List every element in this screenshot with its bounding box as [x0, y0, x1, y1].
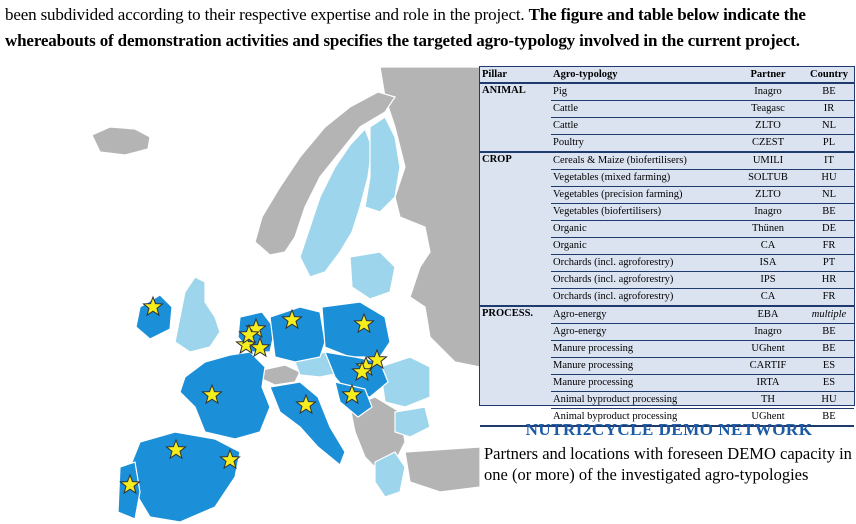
agro-cell: Agro-energy	[551, 306, 732, 324]
pillar-cell: PROCESS.	[482, 308, 534, 319]
partner-cell: Teagasc	[732, 101, 804, 118]
country-cell: BE	[804, 83, 854, 101]
partner-cell: EBA	[732, 306, 804, 324]
table-row	[480, 101, 854, 118]
country-cell: PT	[804, 255, 854, 272]
table-row	[480, 118, 854, 135]
partner-cell: IPS	[732, 272, 804, 289]
pillar-cell	[480, 358, 551, 375]
country-cell: ES	[804, 358, 854, 375]
table-row	[480, 221, 854, 238]
partner-cell: CA	[732, 289, 804, 307]
table-row	[480, 204, 854, 221]
agro-cell: Vegetables (precision farming)	[551, 187, 732, 204]
country-cell: HU	[804, 170, 854, 187]
agro-cell: Animal byproduct processing	[551, 392, 732, 409]
table-body	[480, 83, 854, 426]
agro-cell: Vegetables (mixed farming)	[551, 170, 732, 187]
country-cell: IR	[804, 101, 854, 118]
table-row	[480, 170, 854, 187]
header-country: Country	[804, 67, 854, 83]
partner-cell: Inagro	[732, 204, 804, 221]
agro-cell: Organic	[551, 221, 732, 238]
country-cell: FR	[804, 289, 854, 307]
header-partner: Partner	[732, 67, 804, 83]
pillar-cell	[480, 101, 551, 118]
pillar-cell	[480, 272, 551, 289]
table-row	[480, 324, 854, 341]
pillar-cell	[480, 170, 551, 187]
table-row	[480, 272, 854, 289]
table-row	[480, 375, 854, 392]
country-cell: PL	[804, 135, 854, 153]
country-cell: multiple	[804, 306, 854, 324]
country-cell: DE	[804, 221, 854, 238]
pillar-cell	[480, 341, 551, 358]
header-pillar: Pillar	[480, 67, 551, 83]
agro-cell: Animal byproduct processing	[551, 409, 732, 427]
table-row	[480, 152, 854, 170]
agro-cell: Agro-energy	[551, 324, 732, 341]
pillar-cell	[480, 375, 551, 392]
table-row	[480, 238, 854, 255]
table-row	[480, 135, 854, 153]
partner-cell: CARTIF	[732, 358, 804, 375]
map-caption	[484, 420, 854, 485]
partner-cell: IRTA	[732, 375, 804, 392]
pillar-cell	[480, 255, 551, 272]
table-row	[480, 358, 854, 375]
partner-cell: ZLTO	[732, 187, 804, 204]
agro-cell: Organic	[551, 238, 732, 255]
agro-cell: Manure processing	[551, 341, 732, 358]
pillar-cell	[480, 392, 551, 409]
pillar-cell	[480, 135, 551, 153]
partner-cell: SOLTUB	[732, 170, 804, 187]
agro-cell: Vegetables (biofertilisers)	[551, 204, 732, 221]
portugal-landmass	[118, 462, 140, 519]
partner-cell: Inagro	[732, 83, 804, 101]
country-cell: HR	[804, 272, 854, 289]
partner-cell: Inagro	[732, 324, 804, 341]
europe-map	[0, 67, 480, 524]
agro-cell: Pig	[551, 83, 732, 101]
country-cell: BE	[804, 204, 854, 221]
pillar-cell	[480, 324, 551, 341]
germany-landmass	[270, 307, 325, 362]
partner-cell: ZLTO	[732, 118, 804, 135]
agro-cell: Cattle	[551, 101, 732, 118]
partner-cell: CA	[732, 238, 804, 255]
country-cell: BE	[804, 324, 854, 341]
agro-cell: Cereals & Maize (biofertilisers)	[551, 152, 732, 170]
table-row	[480, 392, 854, 409]
agro-cell: Manure processing	[551, 358, 732, 375]
caption-text: Partners and locations with foreseen DEMO capacity in one (or more) of the investigated agro-typologies	[484, 444, 852, 484]
country-cell: IT	[804, 152, 854, 170]
agro-typology-table-panel	[479, 66, 855, 422]
pillar-cell	[480, 187, 551, 204]
country-cell: BE	[804, 409, 854, 427]
country-cell: ES	[804, 375, 854, 392]
partner-cell: UGhent	[732, 341, 804, 358]
caption-title: NUTRI2CYCLE DEMO NETWORK	[525, 420, 813, 439]
pillar-cell	[480, 204, 551, 221]
partner-cell: UGhent	[732, 409, 804, 427]
partner-cell: Thünen	[732, 221, 804, 238]
partner-cell: TH	[732, 392, 804, 409]
pillar-cell: CROP	[482, 154, 512, 165]
agro-typology-table	[480, 67, 854, 427]
header-agro: Agro-typology	[551, 67, 732, 83]
country-cell: BE	[804, 341, 854, 358]
table-row	[480, 255, 854, 272]
agro-cell: Orchards (incl. agroforestry)	[551, 255, 732, 272]
country-cell: HU	[804, 392, 854, 409]
pillar-cell	[480, 238, 551, 255]
pillar-cell	[480, 289, 551, 307]
table-row	[480, 306, 854, 324]
partner-cell: UMILI	[732, 152, 804, 170]
pillar-cell: ANIMAL	[482, 85, 526, 96]
table-row	[480, 187, 854, 204]
country-cell: NL	[804, 187, 854, 204]
table-row	[480, 341, 854, 358]
agro-cell: Orchards (incl. agroforestry)	[551, 272, 732, 289]
agro-cell: Cattle	[551, 118, 732, 135]
intro-normal: been subdivided according to their respective expertise and role in the project.	[5, 5, 529, 24]
intro-paragraph	[5, 2, 853, 53]
table-row	[480, 289, 854, 307]
partner-cell: ISA	[732, 255, 804, 272]
agro-cell: Orchards (incl. agroforestry)	[551, 289, 732, 307]
pillar-cell	[480, 118, 551, 135]
agro-cell: Manure processing	[551, 375, 732, 392]
intro-bold: The figure and table below indicate the whereabouts of demonstration activities and specifies the targeted agro-typology involved in the current project.	[5, 5, 806, 50]
agro-cell: Poultry	[551, 135, 732, 153]
country-cell: NL	[804, 118, 854, 135]
country-cell: FR	[804, 238, 854, 255]
pillar-cell	[480, 221, 551, 238]
table-row	[480, 83, 854, 101]
partner-cell: CZEST	[732, 135, 804, 153]
